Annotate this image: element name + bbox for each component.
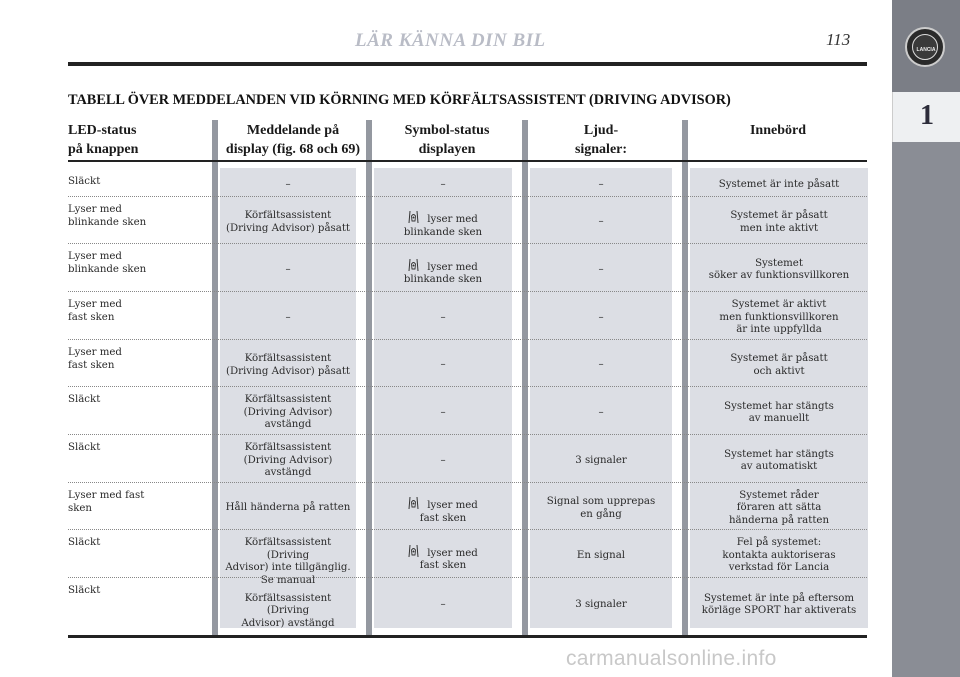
cell-line: Systemet är påsatt	[730, 210, 828, 221]
column-header-line: display (fig. 68 och 69)	[225, 142, 361, 157]
cell-line: blinkande sken	[68, 263, 147, 275]
column-header-line: Innebörd	[749, 123, 807, 138]
cell-line: Körfältsassistent	[244, 210, 332, 221]
table-cell-sound	[534, 550, 668, 563]
table-cell-message	[224, 394, 352, 432]
table-cell-led	[68, 585, 212, 598]
row-divider	[68, 482, 867, 483]
page-number: 113	[826, 30, 851, 49]
table-cell-symbol	[378, 258, 508, 287]
row-divider	[68, 434, 867, 435]
table-cell-sound	[534, 216, 668, 229]
cell-line: Körfältsassistent	[244, 442, 332, 454]
cell-line: (Driving Advisor) påsatt	[225, 222, 351, 234]
header-rule	[68, 62, 867, 66]
cell-line: Systemet är inte påsatt	[718, 178, 840, 190]
table-cell-sound	[534, 496, 668, 521]
table-cell-meaning	[694, 490, 864, 528]
cell-line: Körfältsassistent (Driving	[244, 537, 332, 561]
chapter-tab	[892, 92, 960, 142]
table-cell-led	[68, 204, 212, 229]
cell-line: 3 signaler	[575, 454, 627, 466]
cell-line: –	[285, 178, 291, 190]
table-cell-sound	[534, 312, 668, 325]
cell-line: fast sken	[68, 359, 115, 371]
column-header-line: Symbol-status	[404, 123, 490, 138]
table-cell-led	[68, 537, 212, 550]
cell-line: avstängd	[264, 467, 312, 479]
table-bottom-rule	[68, 635, 867, 638]
table-title: TABELL ÖVER MEDDELANDEN VID KÖRNING MED KÖRFÄLTSASSISTENT (DRIVING ADVISOR)	[68, 92, 731, 108]
cell-line: –	[440, 406, 446, 418]
column-header-line: displayen	[418, 142, 476, 157]
table-cell-meaning	[694, 449, 864, 474]
cell-line	[378, 258, 508, 275]
cell-line: körläge SPORT har aktiverats	[701, 605, 857, 616]
lane-assist-steering-icon	[408, 258, 419, 272]
table-cell-symbol	[378, 359, 508, 372]
table-cell-message	[224, 179, 352, 192]
cell-text: lyser med	[427, 547, 478, 559]
table-cell-message	[224, 353, 352, 378]
table-cell-message	[224, 442, 352, 480]
cell-line: –	[598, 311, 604, 323]
cell-line: Släckt	[68, 176, 101, 187]
table-cell-meaning	[694, 210, 864, 235]
cell-line: av automatiskt	[740, 461, 818, 472]
table-cell-message	[224, 210, 352, 235]
table-cell-symbol	[378, 455, 508, 468]
cell-line: är inte uppfyllda	[736, 324, 822, 336]
table-cell-meaning	[694, 353, 864, 378]
column-separator	[682, 120, 688, 636]
cell-line: Lyser med fast	[68, 490, 145, 501]
cell-line: Signal som upprepas	[546, 496, 656, 507]
cell-text: lyser med	[427, 261, 478, 273]
table-cell-message	[224, 593, 352, 631]
cell-line: Systemet	[755, 257, 803, 269]
cell-line: (Driving Advisor)	[243, 454, 333, 466]
column-separator	[366, 120, 372, 636]
column-header	[218, 121, 368, 159]
cell-line: Fel på systemet:	[736, 537, 822, 549]
cell-line: Advisor) avstängd	[241, 617, 335, 629]
cell-line: men inte aktivt	[739, 222, 819, 234]
column-header	[372, 121, 522, 159]
cell-line: –	[440, 178, 446, 190]
cell-line: fast sken	[419, 560, 467, 571]
lane-assist-steering-icon	[408, 210, 419, 224]
table-cell-meaning	[694, 299, 864, 337]
table-cell-sound	[534, 599, 668, 612]
cell-line: söker av funktionsvillkoren	[708, 270, 850, 281]
cell-line: Släckt	[68, 585, 101, 596]
column-header-line: Meddelande på	[246, 123, 340, 138]
cell-line: –	[598, 263, 604, 275]
cell-line: –	[440, 311, 446, 323]
table-cell-meaning	[694, 401, 864, 426]
cell-line: Systemet har stängts	[724, 448, 834, 460]
cell-line: –	[285, 263, 291, 275]
header-underline	[68, 160, 867, 162]
cell-line: blinkande sken	[403, 226, 483, 238]
row-divider	[68, 529, 867, 530]
table-cell-symbol	[378, 407, 508, 420]
table-cell-led	[68, 299, 212, 324]
table-cell-meaning	[694, 179, 864, 192]
table-cell-led	[68, 347, 212, 372]
running-header-title: LÄR KÄNNA DIN BIL	[355, 30, 546, 51]
cell-line: Systemet är inte på eftersom	[703, 592, 855, 604]
row-divider	[68, 243, 867, 244]
table-cell-message	[224, 264, 352, 277]
cell-line: Släckt	[68, 537, 101, 548]
table-cell-led	[68, 442, 212, 455]
table-cell-symbol	[378, 179, 508, 192]
cell-line: Advisor) inte tillgänglig.	[225, 562, 351, 574]
table-cell-symbol	[378, 312, 508, 325]
cell-line: –	[440, 598, 446, 610]
cell-line: händerna på ratten	[728, 514, 830, 526]
table-cell-led	[68, 251, 212, 276]
cell-line: Körfältsassistent	[244, 394, 332, 406]
cell-line: 3 signaler	[575, 598, 627, 610]
table-cell-meaning	[694, 258, 864, 283]
table-cell-meaning	[694, 537, 864, 575]
row-divider	[68, 339, 867, 340]
cell-line: –	[440, 454, 446, 466]
cell-line: Håll händerna på ratten	[225, 502, 351, 514]
lane-assist-steering-icon	[408, 544, 419, 558]
cell-line	[378, 544, 508, 561]
table-cell-symbol	[378, 210, 508, 239]
table-cell-sound	[534, 455, 668, 468]
cell-line: (Driving Advisor)	[243, 406, 333, 418]
cell-line: En signal	[576, 549, 626, 561]
cell-line: Lyser med	[68, 299, 122, 310]
cell-line: –	[285, 311, 291, 323]
row-divider	[68, 291, 867, 292]
row-divider	[68, 577, 867, 578]
column-header	[68, 121, 212, 159]
cell-line: verkstad för Lancia	[728, 562, 830, 574]
table-cell-sound	[534, 179, 668, 192]
watermark: carmanualsonline.info	[566, 647, 777, 670]
cell-line: kontakta auktoriseras	[722, 549, 836, 561]
cell-line: Lyser med	[68, 251, 122, 262]
cell-text: lyser med	[427, 214, 478, 225]
column-separator	[522, 120, 528, 636]
cell-line: av manuellt	[748, 413, 810, 424]
cell-line: en gång	[580, 508, 622, 520]
cell-line: Lyser med	[68, 204, 122, 215]
cell-line: (Driving Advisor) påsatt	[225, 365, 351, 377]
table-cell-sound	[534, 264, 668, 277]
cell-line: avstängd	[264, 419, 312, 431]
table-cell-led	[68, 176, 212, 189]
table-cell-symbol	[378, 544, 508, 573]
cell-line: men funktionsvillkoren	[719, 311, 839, 323]
table-cell-message	[224, 502, 352, 515]
column-header-line: Ljud-	[583, 123, 619, 138]
cell-line: blinkande sken	[403, 274, 483, 285]
table-cell-symbol	[378, 599, 508, 612]
cell-line: Släckt	[68, 442, 101, 453]
table-cell-meaning	[694, 593, 864, 618]
table-cell-led	[68, 490, 212, 515]
logo-text: LANCIA	[916, 47, 936, 53]
table-cell-sound	[534, 407, 668, 420]
lane-assist-steering-icon	[408, 496, 419, 510]
cell-line: –	[598, 406, 604, 418]
cell-line	[378, 496, 508, 513]
table-cell-sound	[534, 359, 668, 372]
cell-line: –	[598, 216, 604, 228]
cell-line: –	[598, 359, 604, 371]
cell-line	[378, 210, 508, 227]
column-header-line: signaler:	[574, 142, 628, 157]
column-header-line: på knappen	[68, 142, 139, 157]
cell-line: sken	[68, 502, 92, 514]
cell-line: –	[598, 178, 604, 190]
cell-line: fast sken	[68, 311, 115, 323]
cell-line: och aktivt	[753, 365, 805, 377]
cell-line: –	[440, 359, 446, 371]
table-cell-message	[224, 312, 352, 325]
cell-line: Systemet råder	[739, 489, 819, 501]
cell-line: Körfältsassistent	[244, 353, 332, 364]
lancia-logo	[905, 27, 945, 67]
row-divider	[68, 386, 867, 387]
chapter-number: 1	[920, 100, 934, 131]
cell-text: lyser med	[427, 500, 478, 511]
column-header-line: LED-status	[68, 123, 137, 138]
column-header	[528, 121, 674, 159]
cell-line: fast sken	[419, 512, 467, 524]
cell-line: föraren att sätta	[736, 502, 822, 514]
cell-line: Systemet är påsatt	[730, 353, 828, 364]
cell-line: Lyser med	[68, 347, 122, 358]
column-header	[688, 121, 868, 140]
cell-line: Systemet är aktivt	[731, 299, 827, 311]
cell-line: Körfältsassistent (Driving	[244, 592, 332, 616]
cell-line: Se manual	[260, 574, 316, 586]
cell-line: Släckt	[68, 394, 101, 405]
table-cell-message	[224, 537, 352, 587]
row-divider	[68, 196, 867, 197]
table-cell-symbol	[378, 496, 508, 525]
cell-line: blinkande sken	[68, 216, 147, 228]
table-cell-led	[68, 394, 212, 407]
column-separator	[212, 120, 218, 636]
cell-line: Systemet har stängts	[724, 400, 834, 412]
